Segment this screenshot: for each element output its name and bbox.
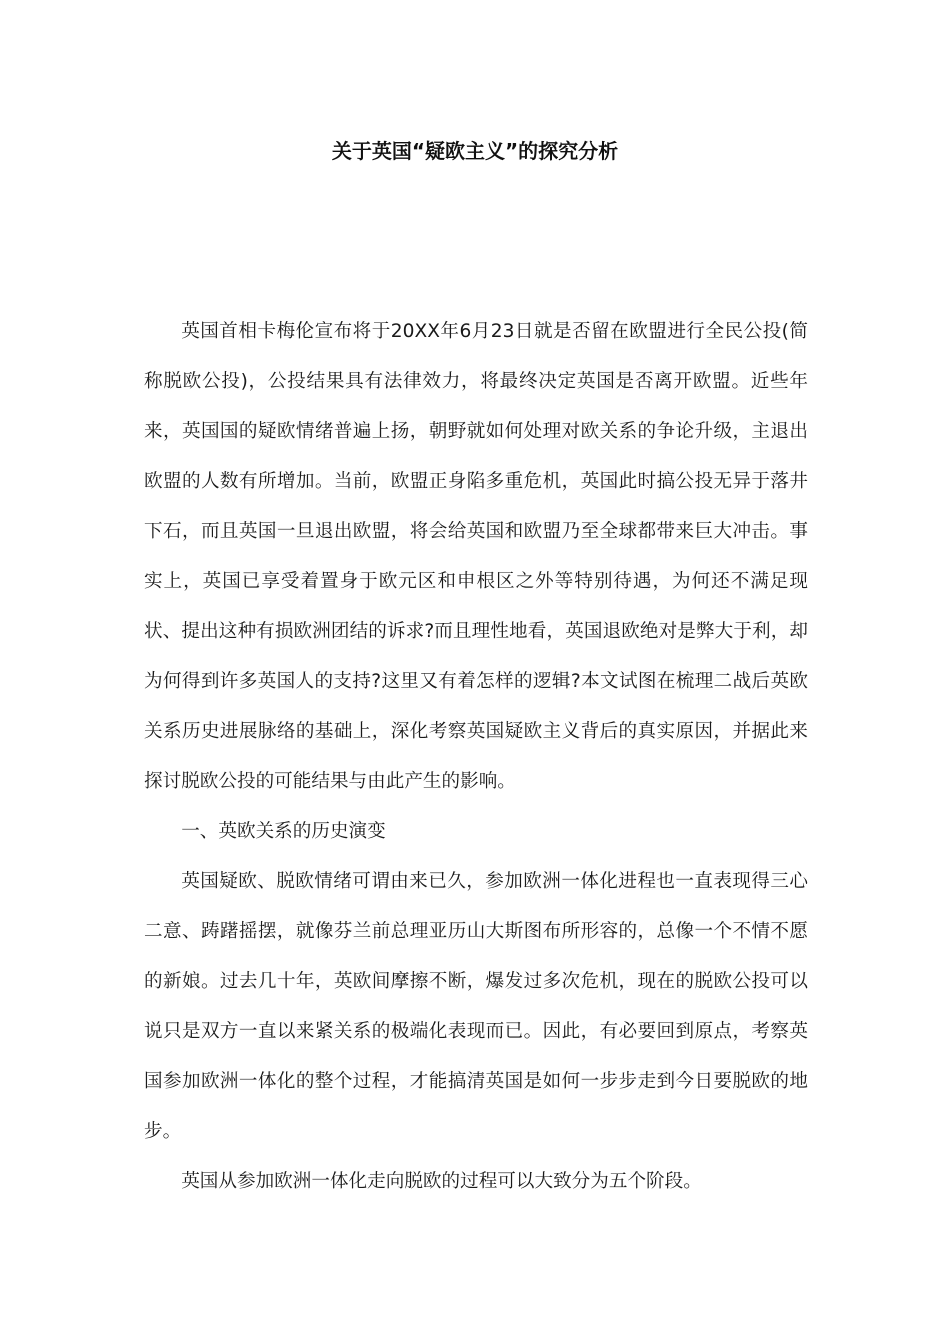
stages-paragraph: 英国从参加欧洲一体化走向脱欧的过程可以大致分为五个阶段。 xyxy=(181,1171,702,1192)
intro-paragraph: 英国首相卡梅伦宣布将于20XX年6月23日就是否留在欧盟进行全民公投(简称脱欧公投)，公投结果具有法律效力，将最终决定英国是否离开欧盟。近些年来，英国国的疑欧情绪普遍上扬，朝野就如何处理对欧关系的争论升级，主退出欧盟的人数有所增加。当前，欧盟正身陷多重危机，英国此时搞公投无异于落井下石，而且英国一旦退出欧盟，将会给英国和欧盟乃至全球都带来巨大冲击。事实上，英国已享受着置身于欧元区和申根区之外等特别待遇，为何还不满足现状、提出这种有损欧洲团结的诉求?而且理性地看，英国退欧绝对是弊大于利，却为何得到许多英国人的支持?这里又有着怎样的逻辑?本文试图在梳理二战后英欧关系历史进展脉络的基础上，深化考察英国疑欧主义背后的真实原因，并据此来探讨脱欧公投的可能结果与由此产生的影响。 xyxy=(144,321,808,792)
history-paragraph: 英国疑欧、脱欧情绪可谓由来已久，参加欧洲一体化进程也一直表现得三心二意、踌躇摇摆，就像芬兰前总理亚历山大斯图布所形容的，总像一个不情不愿的新娘。过去几十年，英欧间摩擦不断，爆发过多次危机，现在的脱欧公投可以说只是双方一直以来紧关系的极端化表现而已。因此，有必要回到原点，考察英国参加欧洲一体化的整个过程，才能搞清英国是如何一步步走到今日要脱欧的地步。 xyxy=(144,871,808,1142)
document-body xyxy=(144,307,808,1207)
document-title: 关于英国“疑欧主义”的探究分析 xyxy=(331,139,619,163)
section-heading: 一、英欧关系的历史演变 xyxy=(181,821,386,842)
